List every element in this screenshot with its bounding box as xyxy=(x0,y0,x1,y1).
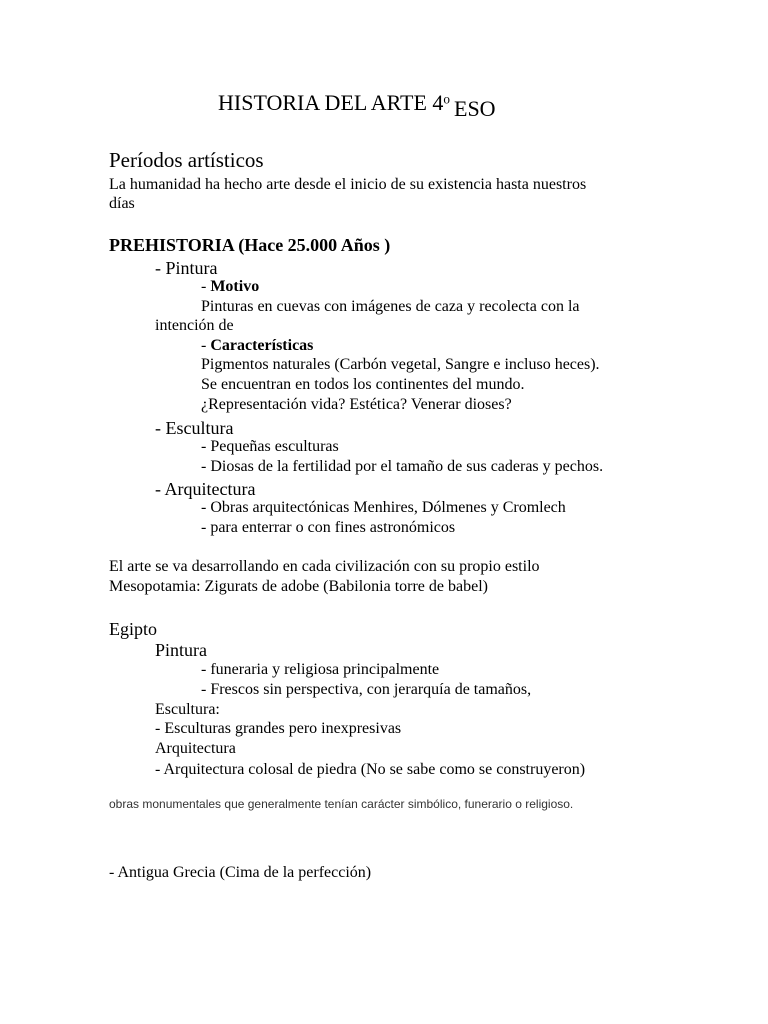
arquitectura-1: - Obras arquitectónicas Menhires, Dólmenes y Cromlech xyxy=(201,499,566,516)
arquitectura-2: - para enterrar o con fines astronómicos xyxy=(201,519,456,536)
title-ordinal: o xyxy=(443,91,450,107)
intro-line-2: días xyxy=(109,195,135,212)
motivo-line xyxy=(201,279,259,295)
prehistoria-escultura: - Escultura xyxy=(155,418,234,438)
egipto-pintura: Pintura xyxy=(155,640,207,660)
motivo-text-1: Pinturas en cuevas con imágenes de caza y recolecta con la xyxy=(201,298,580,315)
caracteristicas-1: Pigmentos naturales (Carbón vegetal, Sangre e incluso heces). xyxy=(201,356,600,373)
motivo-text-2: intención de xyxy=(155,317,234,334)
egipto-arquitectura-1: - Arquitectura colosal de piedra (No se sabe como se construyeron) xyxy=(155,761,586,778)
grecia-line: - Antigua Grecia (Cima de la perfección) xyxy=(109,864,372,881)
prehistoria-arquitectura: - Arquitectura xyxy=(155,479,256,499)
civilizacion-line-2: Mesopotamia: Zigurats de adobe (Babilonia torre de babel) xyxy=(109,578,488,595)
motivo-dash: - xyxy=(201,278,211,295)
motivo-label: Motivo xyxy=(210,278,260,295)
intro-line-1: La humanidad ha hecho arte desde el inicio de su existencia hasta nuestros xyxy=(109,176,587,193)
caracteristicas-line xyxy=(201,338,313,354)
escultura-1: - Pequeñas esculturas xyxy=(201,438,339,455)
escultura-2: - Diosas de la fertilidad por el tamaño de sus caderas y pechos. xyxy=(201,458,604,475)
periodos-heading: Períodos artísticos xyxy=(109,148,264,172)
egipto-heading: Egipto xyxy=(109,619,157,639)
monumental-note: obras monumentales que generalmente tenían carácter simbólico, funerario o religioso. xyxy=(109,797,574,811)
caracteristicas-label: Características xyxy=(210,337,314,354)
title-main: HISTORIA DEL ARTE 4 xyxy=(218,90,444,115)
egipto-escultura-1: - Esculturas grandes pero inexpresivas xyxy=(155,720,402,737)
document-title xyxy=(218,90,496,121)
prehistoria-heading: PREHISTORIA (Hace 25.000 Años ) xyxy=(109,235,391,255)
egipto-escultura: Escultura: xyxy=(155,701,220,718)
egipto-pintura-2: - Frescos sin perspectiva, con jerarquía de tamaños, xyxy=(201,681,532,698)
caracteristicas-3: ¿Representación vida? Estética? Venerar dioses? xyxy=(201,396,512,413)
egipto-arquitectura: Arquitectura xyxy=(155,740,236,757)
egipto-pintura-1: - funeraria y religiosa principalmente xyxy=(201,661,440,678)
title-eso: ESO xyxy=(454,96,496,121)
prehistoria-pintura: - Pintura xyxy=(155,258,218,278)
civilizacion-line-1: El arte se va desarrollando en cada civilización con su propio estilo xyxy=(109,558,540,575)
caracteristicas-dash: - xyxy=(201,337,211,354)
caracteristicas-2: Se encuentran en todos los continentes del mundo. xyxy=(201,376,525,393)
